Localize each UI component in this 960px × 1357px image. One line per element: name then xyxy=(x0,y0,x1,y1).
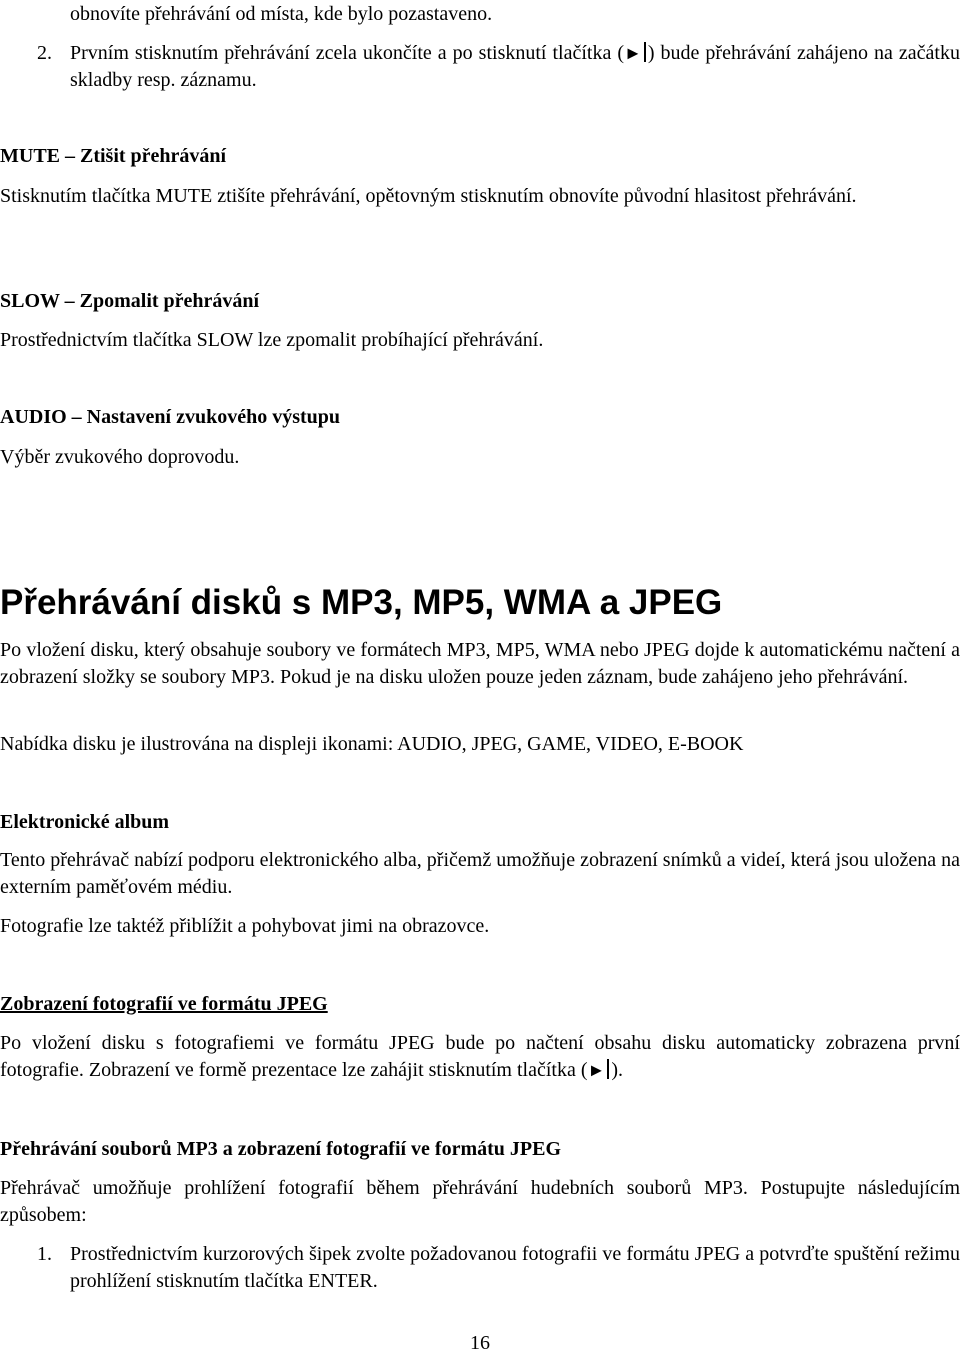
list-item-number: 1. xyxy=(37,1243,52,1265)
audio-heading: AUDIO – Nastavení zvukového výstupu xyxy=(0,406,341,428)
pause-bar-icon xyxy=(644,42,646,62)
list-item-text: Prostřednictvím kurzorových šipek zvolte požadovanou fotografii ve formátu JPEG a potvrďte spuštění režimu prohlížení stisknutím tlačítka ENTER. xyxy=(70,1243,960,1292)
section-paragraph-2: Nabídka disku je ilustrována na displeji ikonami: AUDIO, JPEG, GAME, VIDEO, E-BOOK xyxy=(0,733,744,755)
album-paragraph-1: Tento přehrávač nabízí podporu elektronického alba, přičemž umožňuje zobrazení snímků a videí, která jsou uložena na externím paměťovém médiu. xyxy=(0,849,960,898)
list-item-number: 2. xyxy=(37,42,52,64)
page-number: 16 xyxy=(470,1332,490,1354)
play-icon: ► xyxy=(587,1060,606,1080)
audio-body: Výběr zvukového doprovodu. xyxy=(0,446,240,468)
section-title: Přehrávání disků s MP3, MP5, WMA a JPEG xyxy=(0,583,723,622)
section-paragraph-1: Po vložení disku, který obsahuje soubory ve formátech MP3, MP5, WMA nebo JPEG dojde k automatickému načtení a zobrazení složky se soubory MP3. Pokud je na disku uložen pouze jeden záznam, bude zahájeno jeho přehrávání. xyxy=(0,639,960,688)
mute-section xyxy=(0,143,960,170)
jpeg-paragraph: Po vložení disku s fotografiemi ve formátu JPEG bude po načtení obsahu disku automaticky zobrazena první fotografie. Zobrazení ve formě prezentace lze zahájit stisknutím tlačítka (► ). xyxy=(0,1032,960,1081)
mute-body: Stisknutím tlačítka MUTE ztišíte přehrávání, opětovným stisknutím obnovíte původní hlasitost přehrávání. xyxy=(0,185,857,207)
jpeg-heading: Zobrazení fotografií ve formátu JPEG xyxy=(0,993,328,1015)
play-icon: ► xyxy=(624,43,642,63)
slow-heading: SLOW – Zpomalit přehrávání xyxy=(0,290,260,312)
list-item-text: obnovíte přehrávání od místa, kde bylo pozastaveno. xyxy=(70,3,493,25)
pause-bar-icon xyxy=(607,1059,609,1079)
slow-body: Prostřednictvím tlačítka SLOW lze zpomalit probíhající přehrávání. xyxy=(0,329,544,351)
album-paragraph-2: Fotografie lze taktéž přiblížit a pohybovat jimi na obrazovce. xyxy=(0,915,490,937)
mp3-jpeg-heading: Přehrávání souborů MP3 a zobrazení fotografií ve formátu JPEG xyxy=(0,1138,562,1160)
album-heading: Elektronické album xyxy=(0,811,170,833)
mute-heading: MUTE – Ztišit přehrávání xyxy=(0,145,227,167)
list-item-text: Prvním stisknutím přehrávání zcela ukončíte a po stisknutí tlačítka (► ) bude přehrávání zahájeno na začátku skladby resp. záznamu. xyxy=(70,42,960,91)
mp3-jpeg-body: Přehrávač umožňuje prohlížení fotografií během přehrávání hudebních souborů MP3. Postupujte následujícím způsobem: xyxy=(0,1177,960,1226)
